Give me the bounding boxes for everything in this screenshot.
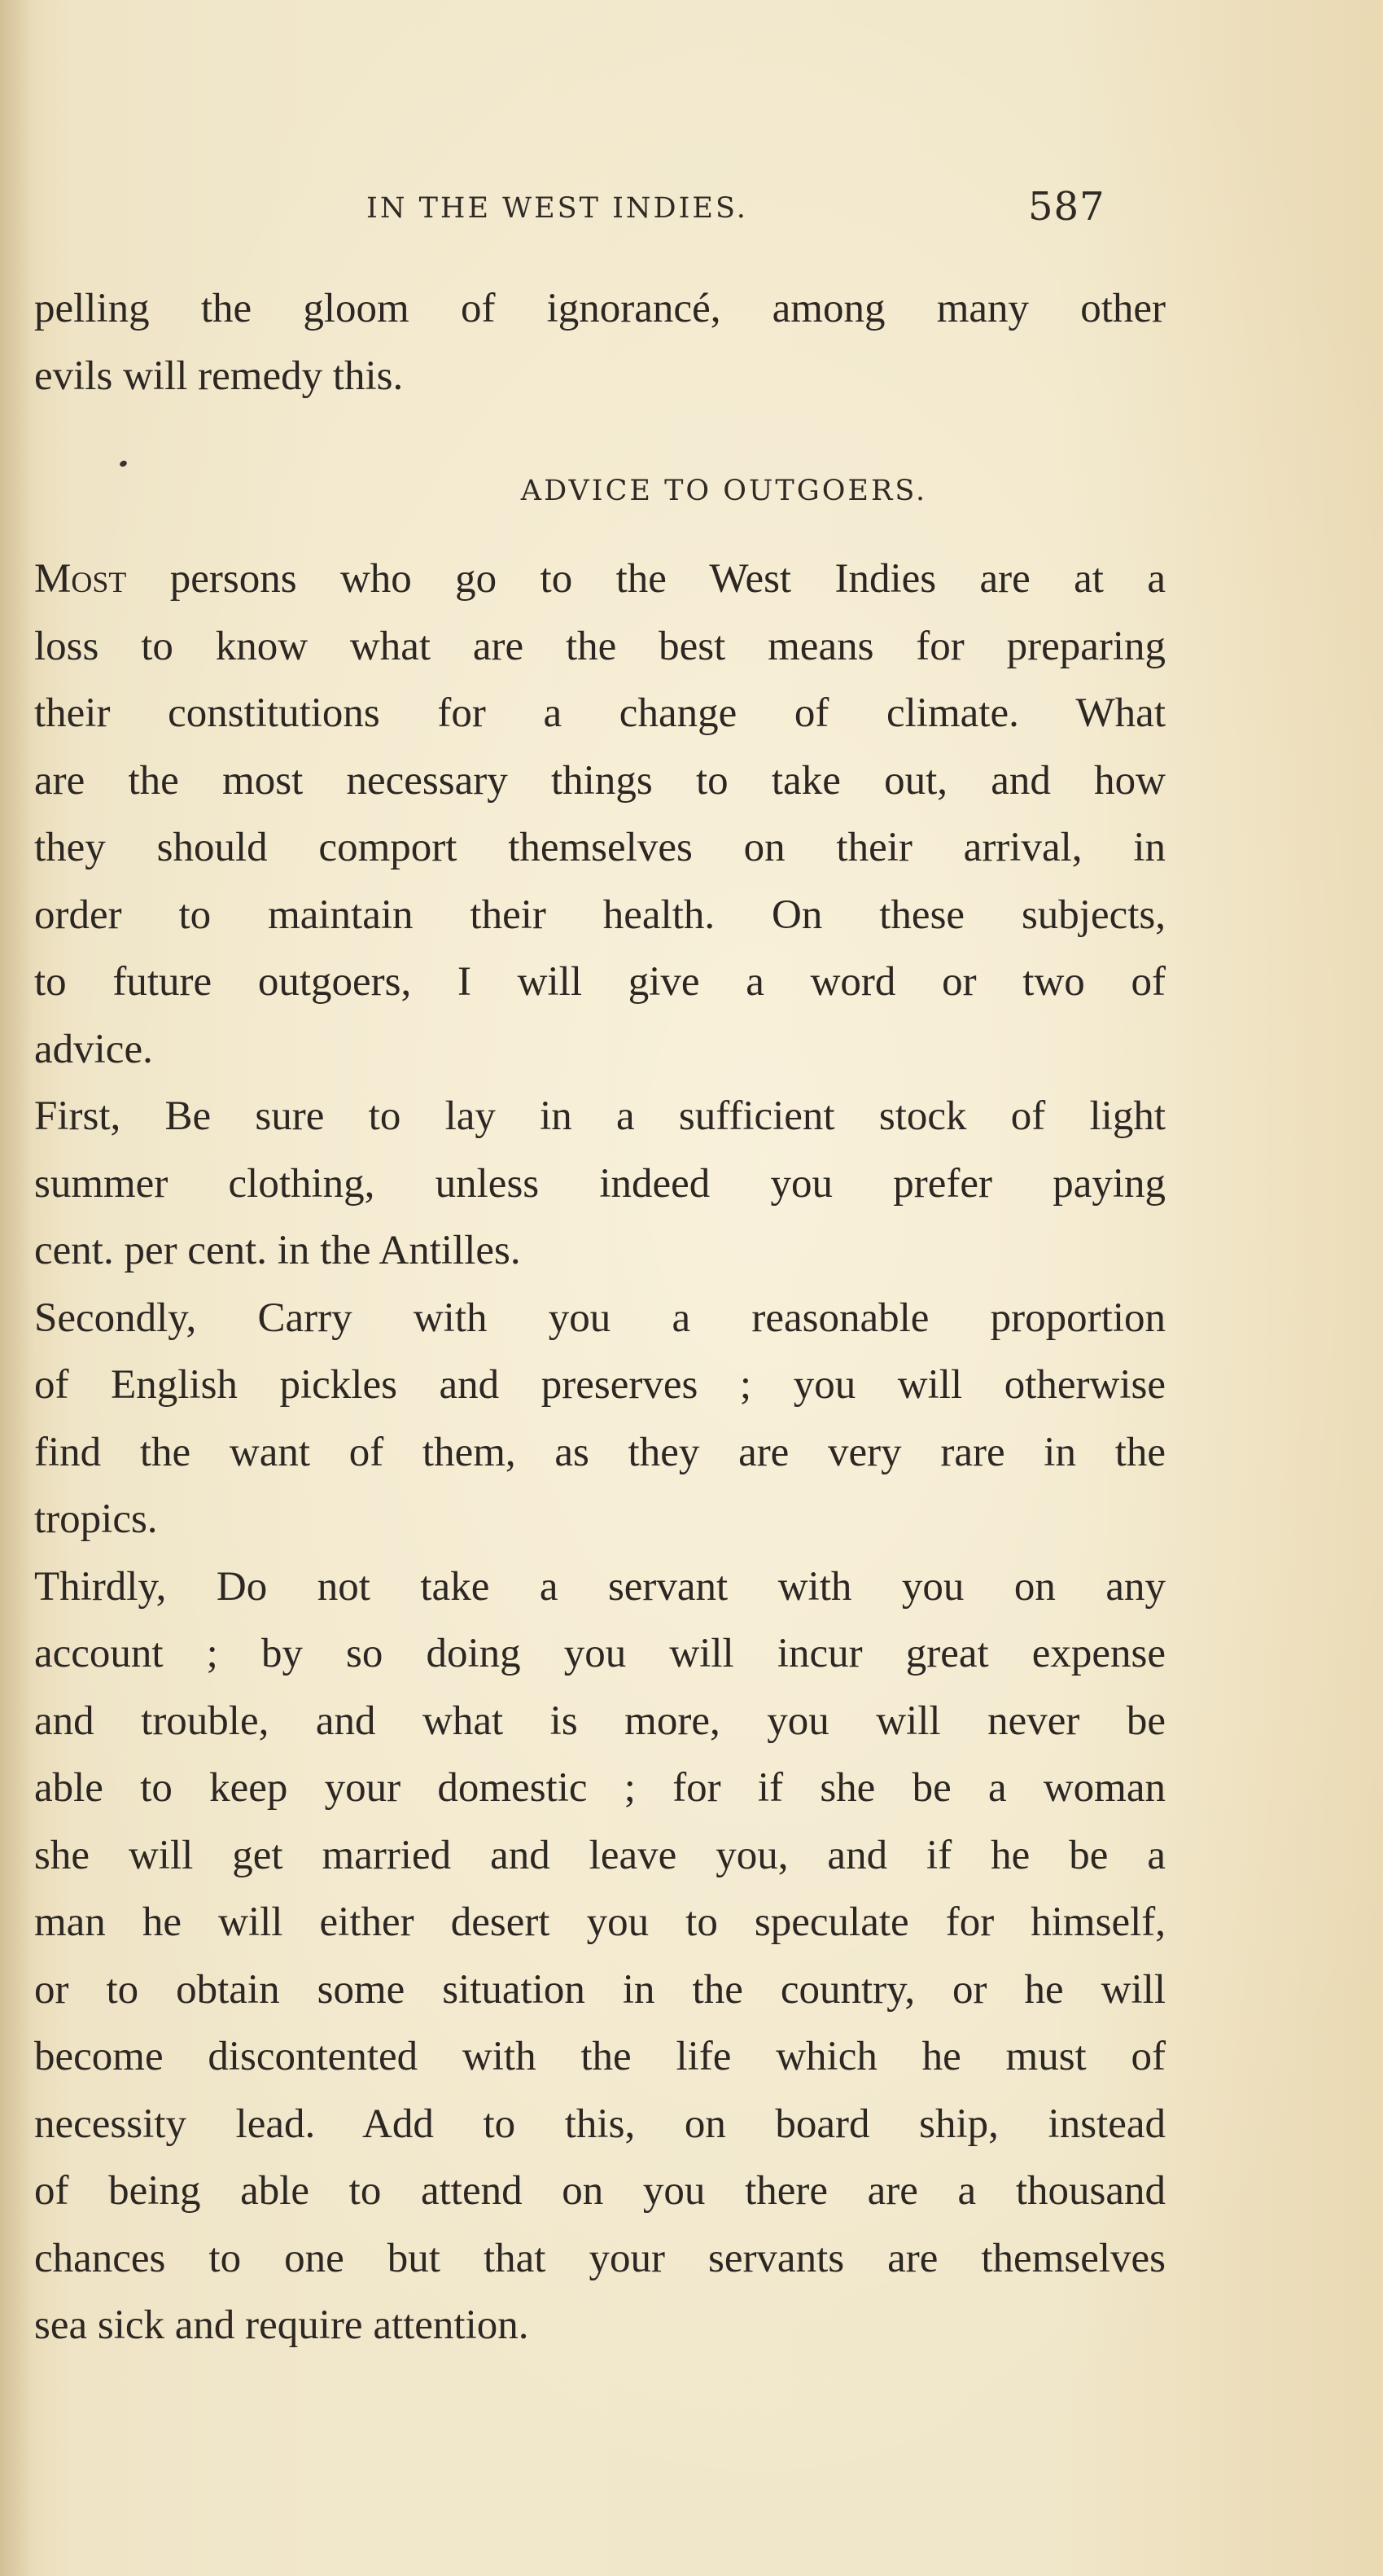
- text-line-rest: persons who go to the West Indies are at a: [126, 556, 1166, 602]
- text-line: order to maintain their health. On these subjects,: [34, 892, 1166, 938]
- section-heading: ADVICE TO OUTGOERS.: [520, 475, 928, 507]
- text-line: or to obtain some situation in the country, or he will: [34, 1966, 1166, 2013]
- text-line: advice.: [34, 1026, 153, 1072]
- text-line: evils will remedy this.: [34, 353, 404, 399]
- ink-speck: [119, 459, 128, 467]
- intro-paragraph: [34, 275, 1166, 410]
- running-title: IN THE WEST INDIES.: [366, 192, 748, 225]
- text-line: of English pickles and preserves ; you will otherwise: [34, 1362, 1166, 1408]
- text-line: necessity lead. Add to this, on board ship, instead: [34, 2101, 1166, 2147]
- advice-text: [34, 545, 1166, 2359]
- text-line: Thirdly, Do not take a servant with you on any: [34, 1563, 1166, 1610]
- text-line: account ; by so doing you will incur great expense: [34, 1631, 1166, 1676]
- text-line: and trouble, and what is more, you will never be: [34, 1698, 1166, 1744]
- text-line: are the most necessary things to take out, and how: [34, 757, 1166, 804]
- text-line: find the want of them, as they are very rare in the: [34, 1429, 1166, 1475]
- text-line: of being able to attend on you there are a thousand: [34, 2168, 1166, 2214]
- text-line: Secondly, Carry with you a reasonable proportion: [34, 1295, 1166, 1341]
- text-line: summer clothing, unless indeed you prefer paying: [34, 1160, 1166, 1207]
- page-number: 587: [1028, 184, 1105, 230]
- text-line: able to keep your domestic ; for if she be a woman: [34, 1765, 1166, 1811]
- text-line: become discontented with the life which he must of: [34, 2034, 1166, 2079]
- text-line: man he will either desert you to speculate for himself,: [34, 1899, 1166, 1945]
- page-gutter-shadow: [0, 0, 33, 2576]
- text-line: cent. per cent. in the Antilles.: [34, 1228, 521, 1273]
- lead-word: Most: [34, 556, 127, 602]
- text-line: sea sick and require attention.: [34, 2302, 529, 2348]
- text-line: she will get married and leave you, and if he be a: [34, 1832, 1166, 1878]
- text-line: they should comport themselves on their arrival, in: [34, 825, 1166, 870]
- text-line: tropics.: [34, 1496, 158, 1542]
- text-line: to future outgoers, I will give a word or two of: [34, 959, 1166, 1005]
- page-header: [0, 181, 1383, 238]
- text-line: pelling the gloom of ignorancé, among many other: [34, 286, 1166, 331]
- text-line: chances to one but that your servants are themselves: [34, 2235, 1166, 2281]
- text-line: First, Be sure to lay in a sufficient stock of light: [34, 1093, 1166, 1139]
- text-line: loss to know what are the best means for preparing: [34, 623, 1166, 669]
- text-line: their constitutions for a change of climate. What: [34, 690, 1166, 736]
- text-line: [34, 545, 1166, 613]
